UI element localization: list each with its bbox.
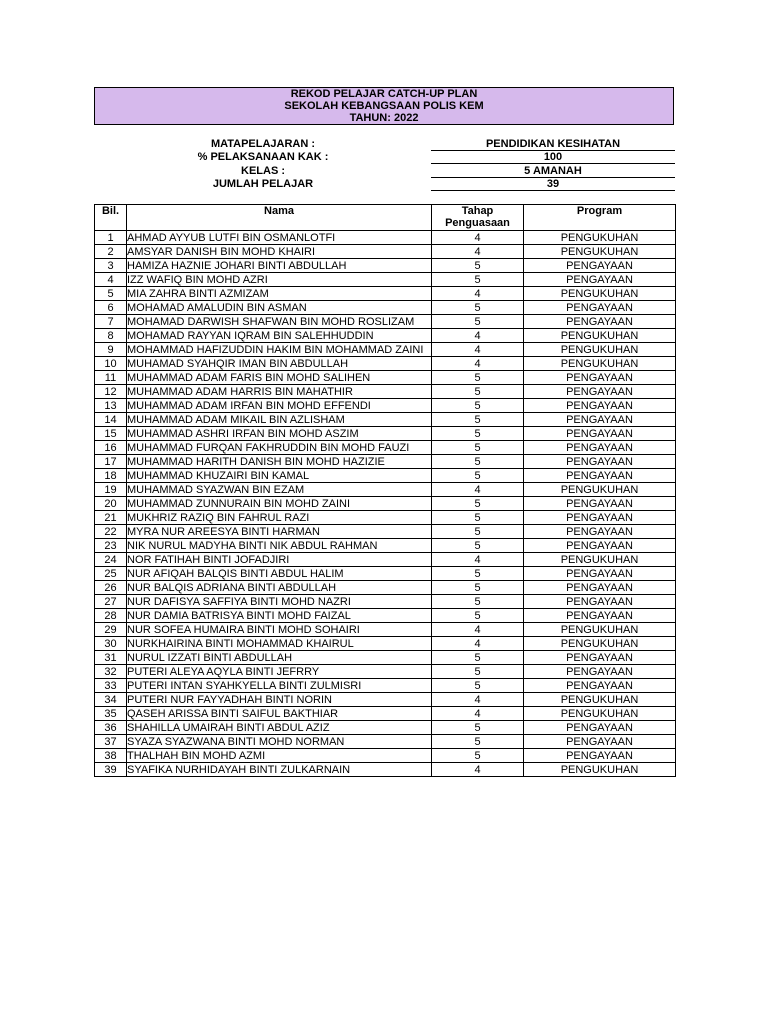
cell-program: PENGUKUHAN <box>524 329 676 343</box>
cell-tahap: 4 <box>432 553 524 567</box>
cell-bil: 1 <box>95 231 127 245</box>
cell-program: PENGAYAAN <box>524 665 676 679</box>
cell-program: PENGUKUHAN <box>524 245 676 259</box>
cell-nama: MUHAMMAD FURQAN FAKHRUDDIN BIN MOHD FAUZI <box>127 441 432 455</box>
cell-bil: 9 <box>95 343 127 357</box>
cell-tahap: 5 <box>432 315 524 329</box>
title-line-2: SEKOLAH KEBANGSAAN POLIS KEM <box>284 100 484 112</box>
cell-tahap: 5 <box>432 259 524 273</box>
table-row <box>95 553 676 567</box>
cell-tahap: 5 <box>432 651 524 665</box>
cell-nama: PUTERI INTAN SYAHKYELLA BINTI ZULMISRI <box>127 679 432 693</box>
cell-program: PENGUKUHAN <box>524 231 676 245</box>
cell-program: PENGUKUHAN <box>524 343 676 357</box>
table-row <box>95 763 676 777</box>
cell-tahap: 4 <box>432 245 524 259</box>
cell-nama: SYAZA SYAZWANA BINTI MOHD NORMAN <box>127 735 432 749</box>
info-row-class <box>94 165 675 178</box>
cell-bil: 32 <box>95 665 127 679</box>
cell-nama: AMSYAR DANISH BIN MOHD KHAIRI <box>127 245 432 259</box>
cell-program: PENGUKUHAN <box>524 693 676 707</box>
cell-nama: MUHAMMAD HARITH DANISH BIN MOHD HAZIZIE <box>127 455 432 469</box>
info-label: % PELAKSANAAN KAK : <box>197 151 329 164</box>
cell-tahap: 5 <box>432 609 524 623</box>
info-row-student-count <box>94 178 675 191</box>
cell-tahap: 5 <box>432 595 524 609</box>
cell-program: PENGAYAAN <box>524 609 676 623</box>
cell-tahap: 4 <box>432 287 524 301</box>
cell-nama: THALHAH BIN MOHD AZMI <box>127 749 432 763</box>
cell-bil: 7 <box>95 315 127 329</box>
cell-program: PENGAYAAN <box>524 581 676 595</box>
cell-nama: NUR BALQIS ADRIANA BINTI ABDULLAH <box>127 581 432 595</box>
cell-nama: SHAHILLA UMAIRAH BINTI ABDUL AZIZ <box>127 721 432 735</box>
cell-program: PENGAYAAN <box>524 399 676 413</box>
cell-bil: 5 <box>95 287 127 301</box>
cell-nama: PUTERI NUR FAYYADHAH BINTI NORIN <box>127 693 432 707</box>
cell-program: PENGUKUHAN <box>524 483 676 497</box>
cell-program: PENGAYAAN <box>524 497 676 511</box>
cell-nama: MUHAMMAD KHUZAIRI BIN KAMAL <box>127 469 432 483</box>
title-line-3: TAHUN: 2022 <box>349 112 419 124</box>
cell-tahap: 4 <box>432 707 524 721</box>
cell-tahap: 5 <box>432 301 524 315</box>
cell-nama: MOHAMMAD HAFIZUDDIN HAKIM BIN MOHAMMAD ZAINI <box>127 343 432 357</box>
cell-program: PENGAYAAN <box>524 259 676 273</box>
cell-tahap: 5 <box>432 413 524 427</box>
cell-tahap: 5 <box>432 455 524 469</box>
cell-nama: NUR DAFISYA SAFFIYA BINTI MOHD NAZRI <box>127 595 432 609</box>
column-header-tahap: Tahap Penguasaan <box>432 205 524 231</box>
cell-program: PENGAYAAN <box>524 735 676 749</box>
table-row <box>95 749 676 763</box>
student-roster-table <box>94 204 676 777</box>
cell-nama: NIK NURUL MADYHA BINTI NIK ABDUL RAHMAN <box>127 539 432 553</box>
document-title-banner <box>94 87 674 125</box>
cell-bil: 34 <box>95 693 127 707</box>
cell-program: PENGUKUHAN <box>524 287 676 301</box>
cell-tahap: 5 <box>432 441 524 455</box>
column-header-bil: Bil. <box>95 205 127 231</box>
cell-bil: 33 <box>95 679 127 693</box>
table-row <box>95 665 676 679</box>
cell-bil: 2 <box>95 245 127 259</box>
cell-nama: MUKHRIZ RAZIQ BIN FAHRUL RAZI <box>127 511 432 525</box>
cell-program: PENGAYAAN <box>524 525 676 539</box>
cell-bil: 31 <box>95 651 127 665</box>
table-row <box>95 651 676 665</box>
cell-bil: 12 <box>95 385 127 399</box>
cell-nama: NUR SOFEA HUMAIRA BINTI MOHD SOHAIRI <box>127 623 432 637</box>
cell-bil: 16 <box>95 441 127 455</box>
cell-tahap: 5 <box>432 511 524 525</box>
table-row <box>95 679 676 693</box>
cell-program: PENGAYAAN <box>524 469 676 483</box>
column-header-nama: Nama <box>127 205 432 231</box>
cell-bil: 30 <box>95 637 127 651</box>
cell-nama: IZZ WAFIQ BIN MOHD AZRI <box>127 273 432 287</box>
table-row <box>95 413 676 427</box>
cell-program: PENGUKUHAN <box>524 623 676 637</box>
table-row <box>95 581 676 595</box>
table-row <box>95 385 676 399</box>
cell-program: PENGUKUHAN <box>524 707 676 721</box>
cell-tahap: 4 <box>432 763 524 777</box>
cell-bil: 6 <box>95 301 127 315</box>
table-row <box>95 623 676 637</box>
cell-nama: MOHAMAD RAYYAN IQRAM BIN SALEHHUDDIN <box>127 329 432 343</box>
cell-nama: NOR FATIHAH BINTI JOFADJIRI <box>127 553 432 567</box>
table-row <box>95 693 676 707</box>
table-row <box>95 469 676 483</box>
cell-tahap: 4 <box>432 623 524 637</box>
cell-program: PENGAYAAN <box>524 315 676 329</box>
cell-tahap: 5 <box>432 525 524 539</box>
cell-nama: MUHAMMAD ZUNNURAIN BIN MOHD ZAINI <box>127 497 432 511</box>
cell-tahap: 4 <box>432 329 524 343</box>
table-row <box>95 721 676 735</box>
cell-nama: NURUL IZZATI BINTI ABDULLAH <box>127 651 432 665</box>
cell-bil: 28 <box>95 609 127 623</box>
cell-program: PENGAYAAN <box>524 385 676 399</box>
cell-tahap: 4 <box>432 693 524 707</box>
table-row <box>95 301 676 315</box>
cell-program: PENGUKUHAN <box>524 553 676 567</box>
cell-tahap: 4 <box>432 343 524 357</box>
cell-bil: 19 <box>95 483 127 497</box>
table-row <box>95 287 676 301</box>
cell-nama: QASEH ARISSA BINTI SAIFUL BAKTHIAR <box>127 707 432 721</box>
cell-nama: MUHAMMAD ADAM HARRIS BIN MAHATHIR <box>127 385 432 399</box>
table-row <box>95 343 676 357</box>
table-row <box>95 735 676 749</box>
table-row <box>95 315 676 329</box>
cell-bil: 26 <box>95 581 127 595</box>
class-info-section <box>94 138 675 191</box>
table-row <box>95 427 676 441</box>
info-value: 5 AMANAH <box>431 165 675 178</box>
cell-program: PENGAYAAN <box>524 721 676 735</box>
table-row <box>95 357 676 371</box>
cell-nama: MYRA NUR AREESYA BINTI HARMAN <box>127 525 432 539</box>
cell-tahap: 5 <box>432 749 524 763</box>
cell-bil: 36 <box>95 721 127 735</box>
column-header-program: Program <box>524 205 676 231</box>
cell-nama: NUR DAMIA BATRISYA BINTI MOHD FAIZAL <box>127 609 432 623</box>
cell-bil: 27 <box>95 595 127 609</box>
cell-program: PENGUKUHAN <box>524 357 676 371</box>
cell-bil: 17 <box>95 455 127 469</box>
info-label: MATAPELAJARAN : <box>210 138 316 150</box>
cell-program: PENGAYAAN <box>524 427 676 441</box>
info-row-implementation <box>94 151 675 164</box>
table-row <box>95 567 676 581</box>
cell-bil: 20 <box>95 497 127 511</box>
cell-tahap: 5 <box>432 385 524 399</box>
cell-program: PENGAYAAN <box>524 371 676 385</box>
cell-tahap: 5 <box>432 427 524 441</box>
cell-nama: NUR AFIQAH BALQIS BINTI ABDUL HALIM <box>127 567 432 581</box>
cell-nama: MUHAMAD SYAHQIR IMAN BIN ABDULLAH <box>127 357 432 371</box>
cell-bil: 18 <box>95 469 127 483</box>
table-row <box>95 455 676 469</box>
cell-nama: MUHAMMAD ADAM FARIS BIN MOHD SALIHEN <box>127 371 432 385</box>
cell-bil: 38 <box>95 749 127 763</box>
cell-bil: 8 <box>95 329 127 343</box>
cell-tahap: 5 <box>432 399 524 413</box>
table-row <box>95 273 676 287</box>
cell-tahap: 5 <box>432 539 524 553</box>
table-row <box>95 539 676 553</box>
cell-bil: 29 <box>95 623 127 637</box>
cell-program: PENGAYAAN <box>524 539 676 553</box>
table-header-row <box>95 205 676 231</box>
cell-program: PENGAYAAN <box>524 301 676 315</box>
cell-program: PENGAYAAN <box>524 511 676 525</box>
table-row <box>95 259 676 273</box>
cell-nama: NURKHAIRINA BINTI MOHAMMAD KHAIRUL <box>127 637 432 651</box>
table-row <box>95 595 676 609</box>
cell-tahap: 4 <box>432 637 524 651</box>
cell-tahap: 5 <box>432 469 524 483</box>
cell-tahap: 5 <box>432 273 524 287</box>
table-row <box>95 497 676 511</box>
table-row <box>95 245 676 259</box>
cell-program: PENGAYAAN <box>524 651 676 665</box>
cell-bil: 25 <box>95 567 127 581</box>
cell-bil: 24 <box>95 553 127 567</box>
cell-tahap: 4 <box>432 231 524 245</box>
cell-nama: MUHAMMAD ADAM MIKAIL BIN AZLISHAM <box>127 413 432 427</box>
cell-program: PENGAYAAN <box>524 749 676 763</box>
cell-tahap: 5 <box>432 567 524 581</box>
info-label: JUMLAH PELAJAR <box>212 177 314 190</box>
cell-tahap: 5 <box>432 735 524 749</box>
cell-nama: MOHAMAD AMALUDIN BIN ASMAN <box>127 301 432 315</box>
cell-program: PENGAYAAN <box>524 679 676 693</box>
cell-program: PENGUKUHAN <box>524 763 676 777</box>
table-row <box>95 371 676 385</box>
cell-nama: MUHAMMAD SYAZWAN BIN EZAM <box>127 483 432 497</box>
cell-program: PENGAYAAN <box>524 567 676 581</box>
table-row <box>95 329 676 343</box>
table-row <box>95 441 676 455</box>
info-label: KELAS : <box>241 164 285 177</box>
cell-nama: AHMAD AYYUB LUTFI BIN OSMANLOTFI <box>127 231 432 245</box>
cell-program: PENGAYAAN <box>524 413 676 427</box>
cell-tahap: 5 <box>432 371 524 385</box>
table-row <box>95 637 676 651</box>
table-row <box>95 511 676 525</box>
cell-tahap: 5 <box>432 581 524 595</box>
table-row <box>95 399 676 413</box>
table-row <box>95 483 676 497</box>
cell-program: PENGUKUHAN <box>524 637 676 651</box>
cell-bil: 39 <box>95 763 127 777</box>
info-value: 100 <box>431 151 675 164</box>
cell-bil: 35 <box>95 707 127 721</box>
cell-bil: 13 <box>95 399 127 413</box>
cell-bil: 10 <box>95 357 127 371</box>
cell-bil: 15 <box>95 427 127 441</box>
cell-nama: MUHAMMAD ASHRI IRFAN BIN MOHD ASZIM <box>127 427 432 441</box>
cell-tahap: 4 <box>432 483 524 497</box>
info-row-subject <box>94 138 675 151</box>
table-row <box>95 525 676 539</box>
cell-program: PENGAYAAN <box>524 441 676 455</box>
cell-nama: HAMIZA HAZNIE JOHARI BINTI ABDULLAH <box>127 259 432 273</box>
cell-bil: 21 <box>95 511 127 525</box>
table-row <box>95 231 676 245</box>
cell-tahap: 5 <box>432 497 524 511</box>
cell-nama: PUTERI ALEYA AQYLA BINTI JEFRRY <box>127 665 432 679</box>
table-row <box>95 609 676 623</box>
cell-tahap: 5 <box>432 679 524 693</box>
cell-bil: 37 <box>95 735 127 749</box>
title-line-1: REKOD PELAJAR CATCH-UP PLAN <box>290 88 478 100</box>
cell-bil: 11 <box>95 371 127 385</box>
cell-nama: MOHAMAD DARWISH SHAFWAN BIN MOHD ROSLIZAM <box>127 315 432 329</box>
cell-nama: SYAFIKA NURHIDAYAH BINTI ZULKARNAIN <box>127 763 432 777</box>
cell-bil: 3 <box>95 259 127 273</box>
cell-program: PENGAYAAN <box>524 273 676 287</box>
cell-bil: 22 <box>95 525 127 539</box>
info-value: PENDIDIKAN KESIHATAN <box>431 138 675 151</box>
cell-bil: 4 <box>95 273 127 287</box>
info-value: 39 <box>431 178 675 191</box>
cell-tahap: 5 <box>432 721 524 735</box>
cell-tahap: 4 <box>432 357 524 371</box>
table-row <box>95 707 676 721</box>
cell-bil: 14 <box>95 413 127 427</box>
cell-bil: 23 <box>95 539 127 553</box>
cell-tahap: 5 <box>432 665 524 679</box>
roster-body <box>95 231 676 777</box>
cell-program: PENGAYAAN <box>524 595 676 609</box>
cell-program: PENGAYAAN <box>524 455 676 469</box>
cell-nama: MIA ZAHRA BINTI AZMIZAM <box>127 287 432 301</box>
cell-nama: MUHAMMAD ADAM IRFAN BIN MOHD EFFENDI <box>127 399 432 413</box>
